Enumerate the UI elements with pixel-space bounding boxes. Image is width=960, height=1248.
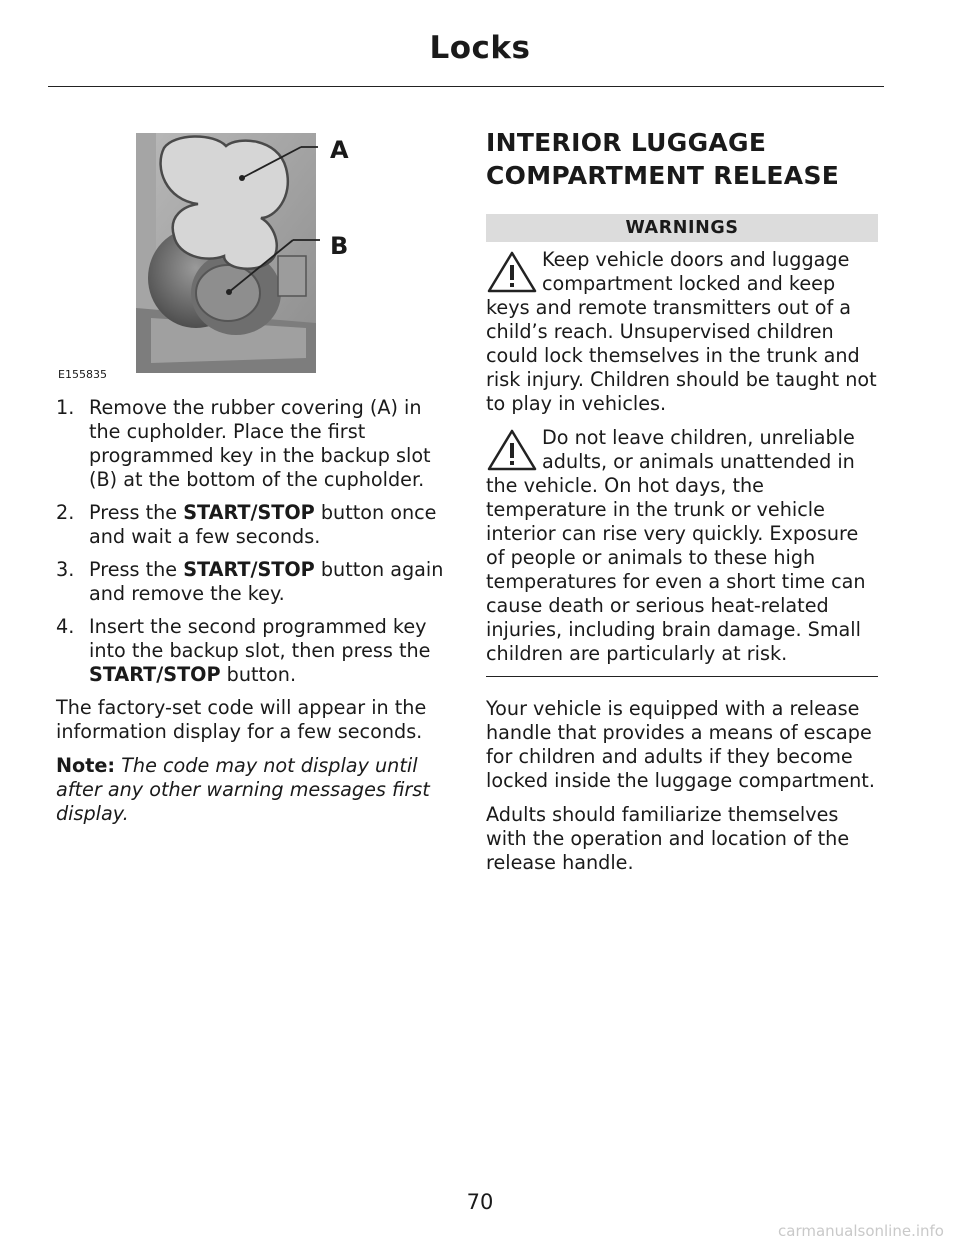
start-stop-label: START/STOP — [183, 501, 315, 524]
step-text-post: button once and wait a few seconds. — [89, 501, 437, 548]
note-label: Note: — [56, 754, 116, 777]
step-text-pre: Press the — [89, 501, 184, 524]
figure-id: E155835 — [58, 368, 107, 381]
warning-text: Keep vehicle doors and luggage compartment locked and keep keys and remote transmitters out of a child’s reach. Unsupervised children could lock themselves in the trunk and risk injury. Children should be taught not to play in vehicles. — [486, 248, 877, 415]
step-4 — [56, 615, 448, 687]
warnings-title: WARNINGS — [486, 214, 878, 242]
step-text-pre: Insert the second programmed key into the backup slot, then press the — [89, 615, 431, 662]
left-column — [56, 396, 448, 836]
start-stop-label: START/STOP — [89, 663, 221, 686]
warning-triangle-icon — [486, 428, 538, 474]
note-paragraph — [56, 754, 448, 826]
step-1 — [56, 396, 448, 492]
cupholder-drawing — [56, 128, 356, 383]
step-number: 4. — [56, 615, 75, 638]
step-2 — [56, 501, 448, 549]
step-number: 1. — [56, 396, 75, 419]
step-number: 3. — [56, 558, 75, 581]
section-heading: INTERIOR LUGGAGE COMPARTMENT RELEASE — [486, 128, 840, 190]
page-number: 70 — [466, 1190, 494, 1214]
callout-label-b: B — [330, 232, 349, 260]
page-title: Locks — [429, 30, 531, 66]
watermark: carmanualsonline.info — [778, 1222, 944, 1240]
warning-text: Do not leave children, unreliable adults, or animals unattended in the vehicle. On hot days, the temperature in the trunk or vehicle interior can rise very quickly. Exposure of people or animals to these high temperatures for even a short time can cause death or serious heat-related injuries, including brain damage. Small children are particularly at risk. — [486, 426, 866, 665]
right-column — [486, 126, 878, 885]
warning-triangle-icon — [486, 250, 538, 296]
step-3 — [56, 558, 448, 606]
step-text-post: button again and remove the key. — [89, 558, 444, 605]
warnings-end-divider — [486, 676, 878, 677]
note-text: The code may not display until after any other warning messages first display. — [56, 754, 430, 825]
warning-2 — [486, 426, 878, 666]
cupholder-illustration — [56, 128, 356, 383]
callout-label-a: A — [330, 136, 349, 164]
start-stop-label: START/STOP — [183, 558, 315, 581]
release-handle-paragraph: Your vehicle is equipped with a release handle that provides a means of escape for children and adults if they become locked inside the luggage compartment. — [486, 697, 875, 792]
warning-1 — [486, 248, 878, 416]
step-text: Remove the rubber covering (A) in the cupholder. Place the first programmed key in the backup slot (B) at the bottom of the cupholder. — [89, 396, 431, 491]
header-divider — [48, 86, 884, 87]
factory-code-paragraph: The factory-set code will appear in the information display for a few seconds. — [56, 696, 427, 743]
step-number: 2. — [56, 501, 75, 524]
step-text-post: button. — [220, 663, 297, 686]
familiarize-paragraph: Adults should familiarize themselves with the operation and location of the release handle. — [486, 803, 850, 874]
step-text-pre: Press the — [89, 558, 184, 581]
